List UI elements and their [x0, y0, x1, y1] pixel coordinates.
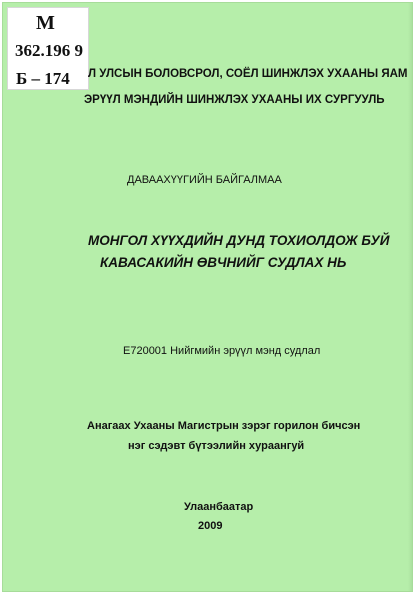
specialty-code: Е720001 Нийгмийн эрүүл мэнд судлал	[123, 345, 321, 357]
thesis-title-line-1: МОНГОЛ ХҮҮХДИЙН ДУНД ТОХИОЛДОЖ БУЙ	[88, 233, 390, 248]
publication-place: Улаанбаатар	[184, 501, 254, 513]
call-number-line-3: Б – 174	[16, 69, 70, 88]
call-number-line-1: М	[36, 12, 55, 34]
university-header: ЭРҮҮЛ МЭНДИЙН ШИНЖЛЭХ УХААНЫ ИХ СУРГУУЛЬ	[84, 94, 385, 106]
degree-statement-line-1: Анагаах Ухааны Магистрын зэрэг горилон бичсэн	[87, 420, 361, 432]
call-number-line-2: 362.196 9	[15, 41, 83, 60]
thesis-title-line-2: КАВАСАКИЙН ӨВЧНИЙГ СУДЛАХ НЬ	[100, 255, 347, 270]
library-call-number-label	[7, 7, 89, 90]
author-name: ДАВААХҮҮГИЙН БАЙГАЛМАА	[127, 174, 282, 186]
degree-statement-line-2: нэг сэдэвт бүтээлийн хураангуй	[128, 440, 305, 452]
page-edge-shadow	[408, 3, 412, 591]
ministry-header: Л УЛСЫН БОЛОВСРОЛ, СОЁЛ ШИНЖЛЭХ УХААНЫ ЯАМ	[88, 68, 408, 80]
publication-year: 2009	[198, 520, 223, 532]
